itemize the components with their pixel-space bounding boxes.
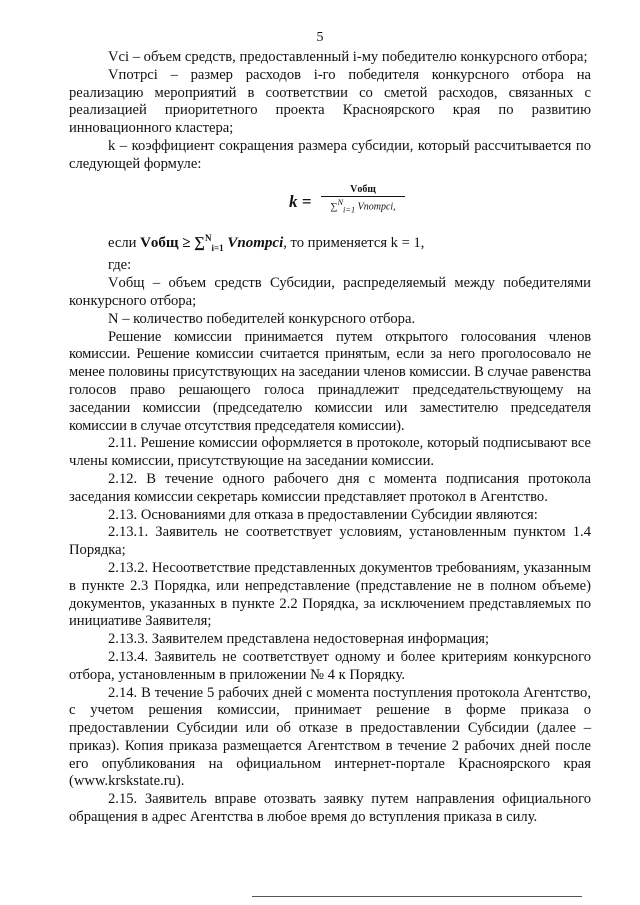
formula-tail: , [393,200,396,212]
formula-denominator-var: Vпотрci [357,200,394,212]
paragraph-commission-decision: Решение комиссии принимается путем открытого голосования членов комиссии. Решение комиссии считается принятым, если за него проголосовало не менее половины присутствующих на заседании членов комиссии. В случае равенства голосов право решающего голоса принадлежит председательствующему на заседании комиссии (председателю комиссии или заместителю председателя комиссии в случае отсутствия председателя комиссии). [69,328,591,434]
formula-sum-lower: i=1 [343,204,356,214]
formula-sum-upper: N [337,197,344,207]
condition-sum-lower: i=1 [211,242,224,253]
condition-expr: Vобщ ≥ ∑ [140,234,205,251]
formula-numerator: Vобщ [321,184,405,197]
formula-k [69,180,591,228]
paragraph-2-13: 2.13. Основаниями для отказа в предоставлении Субсидии являются: [108,506,538,523]
formula-sum-sign: ∑ [330,200,338,212]
paragraph-2-13-3: 2.13.3. Заявителем представлена недостоверная информация; [108,631,490,648]
paragraph-2-15: 2.15. Заявитель вправе отозвать заявку путем направления официального обращения в адрес Агентства в любое время до вступления приказа в силу. [69,791,591,826]
paragraph-n: N – количество победителей конкурсного отбора. [108,310,416,327]
paragraph-2-13-1: 2.13.1. Заявитель не соответствует условиям, установленным пунктом 1.4 Порядка; [69,524,591,559]
formula-fraction [321,184,405,214]
paragraph-k-coefficient: k – коэффициент сокращения размера субсидии, который рассчитывается по следующей формуле: [69,137,591,172]
document-body [69,49,591,827]
condition-suffix: , то применяется k = 1, [283,234,425,251]
paragraph-where: где: [108,257,132,274]
page-bottom-rule [252,896,582,897]
formula-lhs: k = [289,191,312,211]
condition-sum-upper: N [205,232,212,243]
paragraph-vpotrci: Vпотрci – размер расходов i-го победителя конкурсного отбора на реализацию мероприятий в соответствии со сметой расходов, связанных с реализацией приоритетного проекта Красноярского края по развитию инновационного кластера; [69,66,591,137]
condition-formula [140,232,284,253]
formula-denominator [321,197,405,214]
paragraph-2-13-2: 2.13.2. Несоответствие представленных документов требованиям, указанным в пункте 2.3 Порядка, или непредставление (представление не в полном объеме) документов, указанных в пункте 2.2 Порядка, за исключением представляемых по инициативе Заявителя; [69,559,591,630]
paragraph-2-14: 2.14. В течение 5 рабочих дней с момента поступления протокола Агентство, с учетом решения комиссии, принимает решение в форме приказа о предоставлении Субсидии или об отказе в предоставлении Субсидии (далее – приказ). Копия приказа размещается Агентством в течение 2 рабочих дней после его опубликования на официальном интернет-портале Красноярского края (www.krskstate.ru). [69,684,591,790]
paragraph-2-11: 2.11. Решение комиссии оформляется в протоколе, который подписывают все члены комиссии, присутствующие на заседании комиссии. [69,435,591,470]
page-number: 5 [316,30,324,45]
paragraph-2-12: 2.12. В течение одного рабочего дня с момента подписания протокола заседания комиссии секретарь комиссии представляет протокол в Агентство. [69,470,591,505]
paragraph-vobsch: Vобщ – объем средств Субсидии, распределяемый между победителями конкурсного отбора; [69,275,591,309]
paragraph-2-13-4: 2.13.4. Заявитель не соответствует одному и более критериям конкурсного отбора, установленным в приложении № 4 к Порядку. [69,648,591,683]
condition-var: Vпотрci [227,234,284,251]
paragraph-vci: Vci – объем средств, предоставленный i-му победителю конкурсного отбора; [108,49,588,65]
paragraph-condition [69,230,591,258]
condition-prefix: если [108,234,137,251]
